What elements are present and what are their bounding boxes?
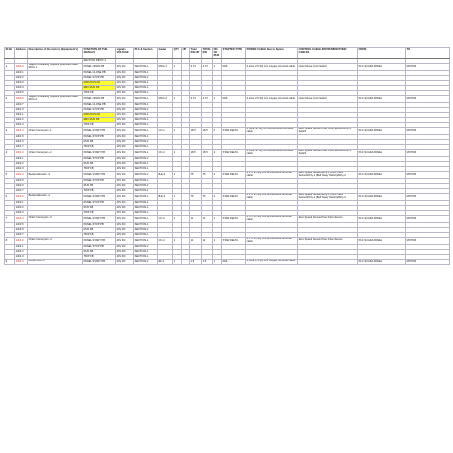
cell-no-of-run: 2 bbox=[213, 128, 222, 135]
cell-feeder: B.E-4 bbox=[158, 194, 173, 201]
cell-from: PLC SCADA PANEL bbox=[358, 172, 406, 179]
cell-total-kw: 75 bbox=[202, 172, 213, 179]
cell-description: Wagon Unloading hoppers Motorised Gate MCG-2 bbox=[28, 96, 83, 103]
cell-plc-section: SECTION-1 bbox=[134, 150, 158, 157]
cell-function: TRIP FB bbox=[83, 123, 116, 128]
cell-description: Bucket Elevator -4 bbox=[28, 194, 83, 201]
cell-voltage: 24V DC bbox=[116, 244, 134, 249]
cell-plc-section: SECTION-1 bbox=[134, 80, 158, 85]
cell-address: 1/4/2.7 bbox=[15, 188, 28, 193]
header-feeder: feeder bbox=[158, 48, 173, 59]
cell-address: 1/4/4.0 bbox=[15, 237, 28, 244]
cell-from: PLC SCADA PANEL bbox=[358, 194, 406, 201]
cell-address: 1/4/2.0 bbox=[15, 150, 28, 157]
cell-description: Chain Conveyors -1 bbox=[28, 128, 83, 135]
cell-voltage: 24V DC bbox=[116, 183, 134, 188]
cell-function: RUN FB bbox=[83, 227, 116, 232]
cell-voltage: 24V DC bbox=[116, 134, 134, 139]
cell-function: REV RUN FB bbox=[83, 118, 116, 123]
cell-feeder: CC-1 bbox=[158, 128, 173, 135]
cell-total-kw-hp: 75 bbox=[190, 172, 202, 179]
cell-function: PANEL CLOSE PB bbox=[83, 70, 116, 75]
cell-voltage: 24V DC bbox=[116, 259, 134, 264]
cell-address: 1/4/0.3 bbox=[15, 80, 28, 85]
cell-voltage: 24V DC bbox=[116, 178, 134, 183]
header-slno: Sl.No bbox=[5, 48, 15, 59]
cell-from: PLC SCADA PANEL bbox=[358, 64, 406, 71]
cell-description: AXIAL FAN -1 bbox=[28, 259, 83, 264]
cell-address: 1/4/3.0 bbox=[15, 194, 28, 201]
table-row bbox=[5, 128, 450, 135]
cell-no-of-run: 1 bbox=[213, 237, 222, 244]
cell-plc-section: SECTION-1 bbox=[134, 70, 158, 75]
cell-slno: 7 bbox=[5, 215, 15, 222]
cell-slno: 4 bbox=[5, 150, 15, 157]
cell-function: PANEL STOP PB bbox=[83, 178, 116, 183]
cell-total-kw-hp: 18.5 bbox=[190, 150, 202, 157]
cell-function: PANEL STOP PB bbox=[83, 107, 116, 112]
cell-qty: 1 bbox=[173, 64, 182, 71]
cell-total-kw: 18.5 bbox=[202, 128, 213, 135]
cell-plc-section: SECTION-1 bbox=[134, 244, 158, 249]
cell-address: 1/4/0.0 bbox=[15, 64, 28, 71]
header-total-kw: TOTAL KW bbox=[202, 48, 213, 59]
io-list-table bbox=[4, 47, 450, 265]
cell-total-kw: 11 bbox=[202, 237, 213, 244]
cell-address: 1/4/2.5 bbox=[15, 178, 28, 183]
cell-voltage: 24V DC bbox=[116, 140, 134, 145]
cell-total-kw-hp: 75 bbox=[190, 194, 202, 201]
cell-address: 1/4/4.2 bbox=[15, 249, 28, 254]
cell-control-cable: Zero Speed Sensor/Over Flow Sensor bbox=[298, 237, 358, 244]
cell-plc-section: SECTION-1 bbox=[134, 200, 158, 205]
cell-power-cable: 4 C X 50 SQ.mm ALUMINIUM Armored cable bbox=[246, 215, 298, 222]
cell-power-cable: 4 C X 95 SQ.mm ALUMINIUM Armored cable bbox=[246, 194, 298, 201]
cell-no-of-run: 1 bbox=[213, 259, 222, 264]
cell-address: 1/4/1.4 bbox=[15, 128, 28, 135]
cell-voltage: 24V DC bbox=[116, 156, 134, 161]
cell-voltage: 24V DC bbox=[116, 167, 134, 172]
io-list-body bbox=[5, 59, 450, 265]
cell-from: PLC SCADA PANEL bbox=[358, 237, 406, 244]
cell-description: Chain Conveyors -3 bbox=[28, 215, 83, 222]
cell-function: REV RUN FB bbox=[83, 86, 116, 91]
cell-voltage: 24V DC bbox=[116, 102, 134, 107]
cell-plc-section: SECTION-1 bbox=[134, 118, 158, 123]
cell-voltage: 24V DC bbox=[116, 232, 134, 237]
cell-to: MOTOR bbox=[406, 215, 450, 222]
cell-hp bbox=[182, 96, 190, 103]
cell-function: RUN FB bbox=[83, 249, 116, 254]
cell-plc-section: SECTION-1 bbox=[134, 232, 158, 237]
cell-from: PLC SCADA PANEL bbox=[358, 259, 406, 264]
cell-slno: 2 bbox=[5, 96, 15, 103]
cell-plc-section: SECTION-1 bbox=[134, 161, 158, 166]
cell-no-of-run: 1 bbox=[213, 215, 222, 222]
header-total-kw-hp: Total KW HP bbox=[190, 48, 202, 59]
cell-plc-section: SECTION-1 bbox=[134, 172, 158, 179]
cell-function: RUN FB bbox=[83, 205, 116, 210]
cell-control-cable: Open/Close Limit Switch bbox=[298, 64, 358, 71]
header-row bbox=[5, 48, 450, 59]
cell-address: 1/4/1.0 bbox=[15, 107, 28, 112]
cell-total-kw: 3.73 bbox=[202, 96, 213, 103]
cell-address: 1/4/1.1 bbox=[15, 113, 28, 118]
cell-address: 1/4/3.5 bbox=[15, 222, 28, 227]
cell-function: FWD RUN FB bbox=[83, 80, 116, 85]
cell-function: FWD RUN FB bbox=[83, 113, 116, 118]
cell-voltage: 24V DC bbox=[116, 200, 134, 205]
cell-function: PANEL STOP PB bbox=[83, 222, 116, 227]
cell-starter-type: STAR DELTA bbox=[222, 172, 246, 179]
cell-plc-section: SECTION-1 bbox=[134, 86, 158, 91]
cell-function: RUN FB bbox=[83, 161, 116, 166]
cell-to: MOTOR bbox=[406, 172, 450, 179]
cell-address: 1/4/4.1 bbox=[15, 244, 28, 249]
cell-plc-section: SECTION-1 bbox=[134, 167, 158, 172]
cell-total-kw-hp: 11 bbox=[190, 237, 202, 244]
cell-feeder: EF-1 bbox=[158, 259, 173, 264]
cell-plc-section: SECTION-1 bbox=[134, 205, 158, 210]
cell-starter-type: DOL bbox=[222, 259, 246, 264]
cell-hp bbox=[182, 64, 190, 71]
cell-function: PANEL OPEN PB bbox=[83, 64, 116, 71]
cell-voltage: 24V DC bbox=[116, 118, 134, 123]
cell-control-cable: Zero Speed Sensor/Over Flow Sensor bbox=[298, 215, 358, 222]
cell-total-kw: 1.5 bbox=[202, 259, 213, 264]
cell-address: 1/4/4.3 bbox=[15, 254, 28, 259]
cell-total-kw: 18.5 bbox=[202, 150, 213, 157]
cell-function: PANEL STOP PB bbox=[83, 244, 116, 249]
header-hp: HP bbox=[182, 48, 190, 59]
cell-qty: 1 bbox=[173, 237, 182, 244]
cell-function: PANEL CLOSE PB bbox=[83, 102, 116, 107]
cell-voltage: 24V DC bbox=[116, 96, 134, 103]
cell-plc-section: SECTION-1 bbox=[134, 156, 158, 161]
cell-description: Bucket Elevator -3 bbox=[28, 172, 83, 179]
cell-starter-type: DOL bbox=[222, 64, 246, 71]
cell-total-kw: 11 bbox=[202, 215, 213, 222]
cell-plc-section: SECTION-1 bbox=[134, 183, 158, 188]
cell-function: PANEL START PB bbox=[83, 128, 116, 135]
table-row bbox=[5, 172, 450, 179]
cell-address: 1/4/2.1 bbox=[15, 156, 28, 161]
cell-hp bbox=[182, 150, 190, 157]
table-row bbox=[5, 96, 450, 103]
cell-starter-type: DOL bbox=[222, 96, 246, 103]
cell-hp bbox=[182, 194, 190, 201]
cell-function: PANEL START PB bbox=[83, 215, 116, 222]
cell-address: 1/4/3.3 bbox=[15, 210, 28, 215]
cell-hp bbox=[182, 128, 190, 135]
cell-address: 1/4/0.4 bbox=[15, 86, 28, 91]
cell-plc-section: SECTION-1 bbox=[134, 64, 158, 71]
cell-no-of-run: 2 bbox=[213, 172, 222, 179]
cell-address: 1/4/0.5 bbox=[15, 91, 28, 96]
header-control-cable: CONTROL CABLE INSTRUMENTATION CABLES bbox=[298, 48, 358, 59]
cell-total-kw-hp: 11 bbox=[190, 215, 202, 222]
table-row bbox=[5, 150, 450, 157]
cell-plc-section: SECTION-1 bbox=[134, 178, 158, 183]
cell-plc-section: SECTION-1 bbox=[134, 96, 158, 103]
cell-voltage: 24V DC bbox=[116, 107, 134, 112]
cell-plc-section: SECTION-1 bbox=[134, 113, 158, 118]
cell-plc-section: SECTION-1 bbox=[134, 107, 158, 112]
header-function: FUNCTION OF THE SIGNALS bbox=[83, 48, 116, 59]
cell-from: PLC SCADA PANEL bbox=[358, 96, 406, 103]
cell-voltage: 24V DC bbox=[116, 150, 134, 157]
cell-voltage: 24V DC bbox=[116, 86, 134, 91]
cell-description: Chain Conveyors -4 bbox=[28, 237, 83, 244]
cell-address: 1/4/3.2 bbox=[15, 205, 28, 210]
cell-voltage: 24V DC bbox=[116, 172, 134, 179]
cell-to: MOTOR bbox=[406, 150, 450, 157]
cell-to: MOTOR bbox=[406, 128, 450, 135]
cell-function: RUN FB bbox=[83, 183, 116, 188]
cell-control-cable: Zero Speed Sensor/Dirty-1 (Over Flow Sensor/Dirty-1 (Belt Sway Switch)/Dirty-2 bbox=[298, 194, 358, 201]
cell-feeder: CC-2 bbox=[158, 150, 173, 157]
cell-from: PLC SCADA PANEL bbox=[358, 150, 406, 157]
cell-power-cable: 4 Core 50 SQ.mm ALUMINIUM Armored cable bbox=[246, 150, 298, 157]
cell-plc-section: SECTION-1 bbox=[134, 222, 158, 227]
cell-to: MOTOR bbox=[406, 96, 450, 103]
header-plc-section: PLC & Section bbox=[134, 48, 158, 59]
cell-no-of-run: 2 bbox=[213, 150, 222, 157]
cell-description: Wagon Unloading hoppers Motorised Gate MCG-1 bbox=[28, 64, 83, 71]
header-starter-type: STARTER TYPE bbox=[222, 48, 246, 59]
cell-no-of-run: 2 bbox=[213, 194, 222, 201]
cell-hp bbox=[182, 237, 190, 244]
header-no-of-run: NO. OF RUN bbox=[213, 48, 222, 59]
cell-to: MOTOR bbox=[406, 259, 450, 264]
header-qty: QTY bbox=[173, 48, 182, 59]
header-description: Description of the motors (Equipment's) bbox=[28, 48, 83, 59]
header-power-cable: POWER CABLE Size in Sqmm bbox=[246, 48, 298, 59]
cell-power-cable: 4 Core 50 SQ.mm ALUMINIUM Armored cable bbox=[246, 128, 298, 135]
cell-function: PANEL START PB bbox=[83, 237, 116, 244]
cell-total-kw: 3.73 bbox=[202, 64, 213, 71]
cell-address: 1/4/4.4 bbox=[15, 259, 28, 264]
cell-plc-section: SECTION-1 bbox=[134, 227, 158, 232]
cell-qty: 1 bbox=[173, 96, 182, 103]
cell-voltage: 24V DC bbox=[116, 128, 134, 135]
cell-starter-type: STAR DELTA bbox=[222, 215, 246, 222]
cell-slno: 9 bbox=[5, 259, 15, 264]
cell-control-cable: Zero Speed Sensor/Dirty-1 (Over Flow Sensor/Dirty-1 (Belt Sway Switch)/Dirty-2 bbox=[298, 172, 358, 179]
cell-voltage: 24V DC bbox=[116, 161, 134, 166]
cell-address: 1/4/3.4 bbox=[15, 215, 28, 222]
cell-plc-section: SECTION-1 bbox=[134, 188, 158, 193]
cell-function: PANEL START PB bbox=[83, 172, 116, 179]
cell-total-kw-hp: 18.5 bbox=[190, 128, 202, 135]
cell-voltage: 24V DC bbox=[116, 205, 134, 210]
cell-feeder: MCG-1 bbox=[158, 64, 173, 71]
cell-qty: 1 bbox=[173, 215, 182, 222]
cell-address: 1/4/0.2 bbox=[15, 75, 28, 80]
cell-voltage: 24V DC bbox=[116, 215, 134, 222]
cell-plc-section: SECTION-1 bbox=[134, 194, 158, 201]
cell-from: PLC SCADA PANEL bbox=[358, 128, 406, 135]
cell-voltage: 24V DC bbox=[116, 194, 134, 201]
cell-hp bbox=[182, 172, 190, 179]
cell-function: PANEL START PB bbox=[83, 194, 116, 201]
cell-function: TRIP FB bbox=[83, 254, 116, 259]
cell-function: PANEL START PB bbox=[83, 259, 116, 264]
cell-voltage: 24V DC bbox=[116, 64, 134, 71]
table-row bbox=[5, 215, 450, 222]
cell-function: PANEL STOP PB bbox=[83, 156, 116, 161]
cell-slno: 3 bbox=[5, 128, 15, 135]
cell-slno: 6 bbox=[5, 194, 15, 201]
cell-plc-section: SECTION-1 bbox=[134, 237, 158, 244]
cell-to: MOTOR bbox=[406, 194, 450, 201]
cell-plc-section: SECTION-1 bbox=[134, 91, 158, 96]
cell-address: 1/4/2.3 bbox=[15, 167, 28, 172]
cell-power-cable: 4 Core 2.5 SQ.mm Copper Armored cable bbox=[246, 64, 298, 71]
cell-control-cable: Zero Speed Sensor/Over Flow Sensor/Dirty-1 Switch bbox=[298, 150, 358, 157]
cell-no-of-run: 1 bbox=[213, 64, 222, 71]
cell-voltage: 24V DC bbox=[116, 237, 134, 244]
cell-from: PLC SCADA PANEL bbox=[358, 215, 406, 222]
cell-address: 1/4/0.6 bbox=[15, 96, 28, 103]
cell-address: 1/4/3.6 bbox=[15, 227, 28, 232]
cell-total-kw-hp: 3.73 bbox=[190, 96, 202, 103]
cell-starter-type: STAR DELTA bbox=[222, 150, 246, 157]
cell-starter-type: STAR DELTA bbox=[222, 237, 246, 244]
cell-plc-section: SECTION-1 bbox=[134, 254, 158, 259]
cell-function: RUN FB bbox=[83, 140, 116, 145]
cell-plc-section: SECTION-1 bbox=[134, 145, 158, 150]
cell-voltage: 24V DC bbox=[116, 210, 134, 215]
cell-plc-section: SECTION-1 bbox=[134, 215, 158, 222]
header-address: Address bbox=[15, 48, 28, 59]
cell-function: PANEL STOP PB bbox=[83, 75, 116, 80]
cell-plc-section: SECTION-1 bbox=[134, 134, 158, 139]
cell-plc-section: SECTION-1 bbox=[134, 123, 158, 128]
cell-address: 1/4/2.4 bbox=[15, 172, 28, 179]
cell-voltage: 24V DC bbox=[116, 113, 134, 118]
cell-function: TRIP FB bbox=[83, 145, 116, 150]
table-row bbox=[5, 259, 450, 264]
cell-function: TRIP FB bbox=[83, 188, 116, 193]
table-row bbox=[5, 64, 450, 71]
cell-qty: 1 bbox=[173, 150, 182, 157]
cell-feeder: CC-3 bbox=[158, 215, 173, 222]
cell-control-cable bbox=[298, 259, 358, 264]
cell-plc-section: SECTION-1 bbox=[134, 128, 158, 135]
cell-address: 1/4/1.5 bbox=[15, 134, 28, 139]
table-row bbox=[5, 237, 450, 244]
cell-plc-section: SECTION-1 bbox=[134, 102, 158, 107]
cell-voltage: 24V DC bbox=[116, 249, 134, 254]
table-row bbox=[5, 194, 450, 201]
cell-hp bbox=[182, 259, 190, 264]
cell-power-cable: 4 Core 2.5 SQ.mm Copper Armored cable bbox=[246, 259, 298, 264]
cell-function: PANEL STOP PB bbox=[83, 134, 116, 139]
cell-address: 1/4/2.2 bbox=[15, 161, 28, 166]
cell-qty: 1 bbox=[173, 128, 182, 135]
cell-voltage: 24V DC bbox=[116, 80, 134, 85]
cell-to: MOTOR bbox=[406, 237, 450, 244]
cell-address: 1/4/1.3 bbox=[15, 123, 28, 128]
cell-starter-type: STAR DELTA bbox=[222, 194, 246, 201]
cell-control-cable: Zero Speed Sensor/Over Flow Sensor/Dirty-1 Switch bbox=[298, 128, 358, 135]
cell-plc-section: SECTION-1 bbox=[134, 210, 158, 215]
cell-address: 1/4/0.7 bbox=[15, 102, 28, 107]
cell-address: 1/4/0.1 bbox=[15, 70, 28, 75]
cell-function: PANEL START PB bbox=[83, 150, 116, 157]
cell-address: 1/4/3.1 bbox=[15, 200, 28, 205]
cell-voltage: 24V DC bbox=[116, 254, 134, 259]
cell-plc-section: SECTION-1 bbox=[134, 140, 158, 145]
cell-feeder: MCG-2 bbox=[158, 96, 173, 103]
cell-starter-type: STAR DELTA bbox=[222, 128, 246, 135]
cell-plc-section: SECTION-1 bbox=[134, 249, 158, 254]
cell-power-cable: 4 C X 50 SQ.mm ALUMINIUM Armored cable bbox=[246, 237, 298, 244]
cell-feeder: B.E-3 bbox=[158, 172, 173, 179]
cell-total-kw: 75 bbox=[202, 194, 213, 201]
cell-plc-section: SECTION-1 bbox=[134, 259, 158, 264]
section-label: SECTION INPUT-1 bbox=[83, 59, 116, 64]
cell-address: 1/4/1.7 bbox=[15, 145, 28, 150]
cell-function: TRIP FB bbox=[83, 91, 116, 96]
cell-feeder: CC-4 bbox=[158, 237, 173, 244]
cell-function: PANEL OPEN PB bbox=[83, 96, 116, 103]
cell-slno: 1 bbox=[5, 64, 15, 71]
cell-address: 1/4/3.7 bbox=[15, 232, 28, 237]
cell-address: 1/4/1.2 bbox=[15, 118, 28, 123]
cell-no-of-run: 1 bbox=[213, 96, 222, 103]
cell-voltage: 24V DC bbox=[116, 75, 134, 80]
cell-voltage: 24V DC bbox=[116, 222, 134, 227]
header-from: FROM bbox=[358, 48, 406, 59]
cell-power-cable: 4 Core 2.5 SQ.mm Copper Armored cable bbox=[246, 96, 298, 103]
cell-function: TRIP FB bbox=[83, 232, 116, 237]
cell-control-cable: Open/Close Limit Switch bbox=[298, 96, 358, 103]
cell-function: PANEL STOP PB bbox=[83, 200, 116, 205]
header-to: TO bbox=[406, 48, 450, 59]
cell-description: Chain Conveyors -2 bbox=[28, 150, 83, 157]
cell-hp bbox=[182, 215, 190, 222]
cell-slno: 8 bbox=[5, 237, 15, 244]
cell-qty: 1 bbox=[173, 194, 182, 201]
cell-function: TRIP FB bbox=[83, 210, 116, 215]
cell-function: TRIP FB bbox=[83, 167, 116, 172]
header-voltage: signals VOLTAGE bbox=[116, 48, 134, 59]
cell-qty: 1 bbox=[173, 172, 182, 179]
cell-total-kw-hp: 1.5 bbox=[190, 259, 202, 264]
cell-power-cable: 4 C X 95 SQ.mm ALUMINIUM Armored cable bbox=[246, 172, 298, 179]
cell-total-kw-hp: 3.73 bbox=[190, 64, 202, 71]
cell-voltage: 24V DC bbox=[116, 91, 134, 96]
cell-voltage: 24V DC bbox=[116, 145, 134, 150]
cell-to: MOTOR bbox=[406, 64, 450, 71]
cell-address: 1/4/1.6 bbox=[15, 140, 28, 145]
cell-slno: 5 bbox=[5, 172, 15, 179]
cell-qty: 1 bbox=[173, 259, 182, 264]
cell-plc-section: SECTION-1 bbox=[134, 75, 158, 80]
cell-address: 1/4/2.6 bbox=[15, 183, 28, 188]
cell-voltage: 24V DC bbox=[116, 227, 134, 232]
cell-voltage: 24V DC bbox=[116, 188, 134, 193]
cell-voltage: 24V DC bbox=[116, 123, 134, 128]
cell-voltage: 24V DC bbox=[116, 70, 134, 75]
